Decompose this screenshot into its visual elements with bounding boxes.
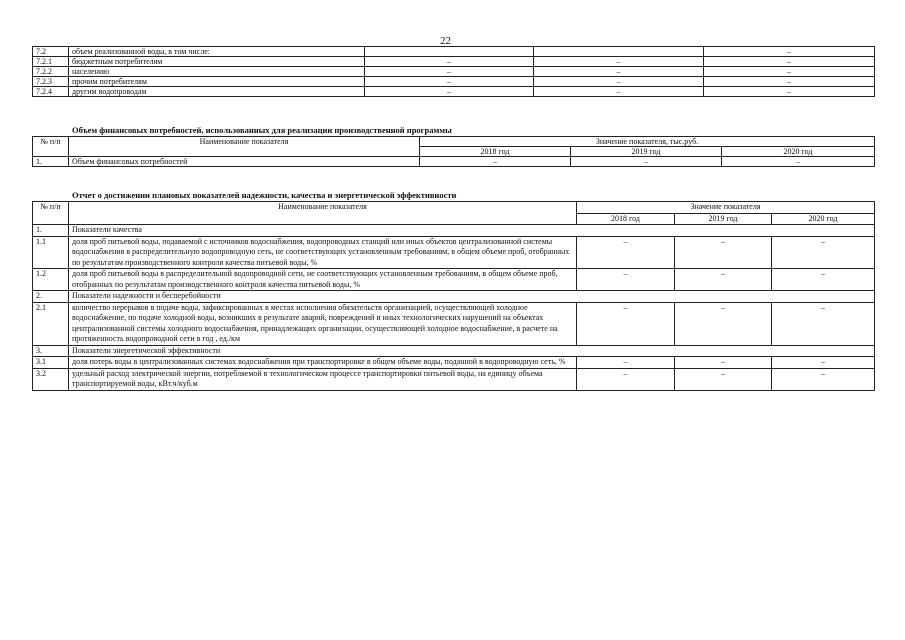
financial-needs-title: Объем финансовых потребностей, использованных для реализации производственной программы	[72, 125, 452, 135]
value-cell: –	[772, 368, 875, 390]
row-number: 1.1	[33, 236, 69, 269]
table-row	[33, 67, 875, 77]
indicators-report-title: Отчет о достижении плановых показателей надежности, качества и энергетической эффективности	[72, 190, 457, 200]
table-row	[33, 302, 875, 345]
value-cell: –	[704, 67, 875, 77]
row-number: 7.2.2	[33, 67, 69, 77]
row-label: доля проб питьевой воды в распределительной водопроводной сети, не соответствующих установленным требованиям, в общем объеме проб, отобранных по результатам производственного контроля качества питьевой воды, %	[69, 269, 577, 291]
value-cell: –	[577, 269, 675, 291]
header-value: Значение показателя	[577, 202, 875, 214]
row-number: 7.2	[33, 47, 69, 57]
value-cell: –	[704, 87, 875, 97]
header-year: 2018 год	[577, 213, 675, 225]
value-cell: –	[675, 269, 772, 291]
row-label: Объем финансовых потребностей	[69, 157, 420, 167]
value-cell: –	[675, 357, 772, 369]
section-row	[33, 225, 875, 237]
header-year: 2020 год	[722, 147, 875, 157]
value-cell: –	[772, 302, 875, 345]
header-number: № п/п	[33, 137, 69, 157]
value-cell: –	[577, 357, 675, 369]
financial-needs-table	[32, 136, 875, 167]
value-cell: –	[534, 57, 704, 67]
section-label: Показатели надежности и бесперебойности	[69, 291, 875, 303]
header-name: Наименование показателя	[69, 137, 420, 157]
row-number: 7.2.1	[33, 57, 69, 67]
row-number: 3.	[33, 345, 69, 357]
table-row	[33, 47, 875, 57]
row-number: 1.2	[33, 269, 69, 291]
value-cell: –	[722, 157, 875, 167]
value-cell: –	[420, 157, 571, 167]
value-cell: –	[534, 77, 704, 87]
value-cell: –	[577, 368, 675, 390]
row-number: 7.2.3	[33, 77, 69, 87]
value-cell: –	[772, 236, 875, 269]
value-cell: –	[577, 236, 675, 269]
page-number: 22	[440, 35, 451, 47]
row-label: доля потерь воды в централизованных системах водоснабжения при транспортировке в общем объеме воды, поданной в водопроводную сеть, %	[69, 357, 577, 369]
value-cell: –	[365, 87, 534, 97]
row-number: 1.	[33, 225, 69, 237]
section-row	[33, 291, 875, 303]
row-label: населению	[69, 67, 365, 77]
water-sales-table	[32, 46, 875, 97]
row-label: прочим потребителям	[69, 77, 365, 87]
row-label: удельный расход электрической энергии, потребляемой в технологическом процессе транспортировки питьевой воды, на единицу объема транспортируемой воды, кВт.ч/куб.м	[69, 368, 577, 390]
value-cell	[534, 47, 704, 57]
value-cell: –	[571, 157, 722, 167]
section-label: Показатели энергетической эффективности	[69, 345, 875, 357]
row-number: 2.1	[33, 302, 69, 345]
value-cell: –	[365, 67, 534, 77]
value-cell	[365, 47, 534, 57]
row-number: 7.2.4	[33, 87, 69, 97]
value-cell: –	[704, 47, 875, 57]
value-cell: –	[675, 368, 772, 390]
table-row	[33, 357, 875, 369]
header-year: 2020 год	[772, 213, 875, 225]
table-row	[33, 157, 875, 167]
row-label: бюджетным потребителям	[69, 57, 365, 67]
row-label: объем реализованной воды, в том числе:	[69, 47, 365, 57]
value-cell: –	[365, 57, 534, 67]
header-name: Наименование показателя	[69, 202, 577, 225]
value-cell: –	[577, 302, 675, 345]
table-row	[33, 57, 875, 67]
row-label: количество перерывов в подаче воды, зафиксированных в местах исполнения обязательств организацией, осуществляющей холодное водоснабжение, по подаче холодной воды, возникших в результате аварий, повреждений и иных технологических нарушений на объектах централизованной системы холодного водоснабжения, принадлежащих организации, осуществляющей холодное водоснабжение, в расчете на протяженность водопроводной сети в год , ед./км	[69, 302, 577, 345]
value-cell: –	[534, 67, 704, 77]
row-number: 2.	[33, 291, 69, 303]
value-cell: –	[675, 236, 772, 269]
indicators-table	[32, 201, 875, 391]
header-value: Значение показателя, тыс.руб.	[420, 137, 875, 147]
value-cell: –	[772, 357, 875, 369]
row-label: доля проб питьевой воды, подаваемой с источников водоснабжения, водопроводных станций или иных объектов централизованной системы водоснабжения в распределительную водопроводную сеть, не соответствующих установленным требованиям, в общем объеме проб, отобранных по результатам производственного контроля качества питьевой воды, %	[69, 236, 577, 269]
value-cell: –	[704, 77, 875, 87]
header-number: № п/п	[33, 202, 69, 225]
row-number: 3.1	[33, 357, 69, 369]
table-row	[33, 269, 875, 291]
table-row	[33, 87, 875, 97]
table-row	[33, 368, 875, 390]
value-cell: –	[772, 269, 875, 291]
value-cell: –	[365, 77, 534, 87]
table-row	[33, 236, 875, 269]
row-label: другим водопроводам	[69, 87, 365, 97]
row-number: 1.	[33, 157, 69, 167]
value-cell: –	[704, 57, 875, 67]
row-number: 3.2	[33, 368, 69, 390]
header-year: 2019 год	[675, 213, 772, 225]
value-cell: –	[534, 87, 704, 97]
header-year: 2018 год	[420, 147, 571, 157]
section-row	[33, 345, 875, 357]
table-row	[33, 77, 875, 87]
section-label: Показатели качества	[69, 225, 875, 237]
header-year: 2019 год	[571, 147, 722, 157]
value-cell: –	[675, 302, 772, 345]
